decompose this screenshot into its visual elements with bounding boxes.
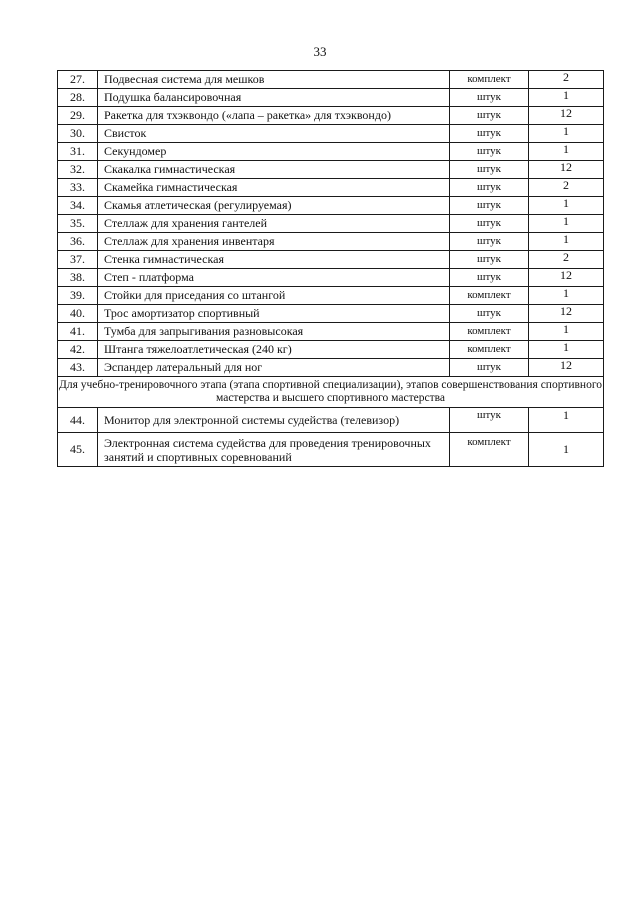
row-number: 42. <box>58 341 98 359</box>
quantity: 1 <box>529 89 604 107</box>
table-row <box>58 287 604 305</box>
table-row <box>58 323 604 341</box>
quantity: 12 <box>529 107 604 125</box>
equipment-name: Стенка гимнастическая <box>98 251 450 269</box>
quantity: 1 <box>529 143 604 161</box>
equipment-name: Стойки для приседания со штангой <box>98 287 450 305</box>
table-row <box>58 161 604 179</box>
equipment-name: Штанга тяжелоатлетическая (240 кг) <box>98 341 450 359</box>
row-number: 30. <box>58 125 98 143</box>
table-row <box>58 125 604 143</box>
unit-of-measure: штук <box>450 233 529 251</box>
quantity: 12 <box>529 359 604 377</box>
unit-of-measure: штук <box>450 143 529 161</box>
quantity: 1 <box>529 233 604 251</box>
unit-of-measure: штук <box>450 125 529 143</box>
quantity: 1 <box>529 215 604 233</box>
table-row <box>58 71 604 89</box>
quantity: 1 <box>529 125 604 143</box>
quantity: 2 <box>529 71 604 89</box>
unit-of-measure: штук <box>450 251 529 269</box>
section-title: Для учебно-тренировочного этапа (этапа спортивной специализации), этапов совершенствования спортивного мастерства и высшего спортивного мастерства <box>58 377 604 408</box>
quantity: 1 <box>529 323 604 341</box>
row-number: 36. <box>58 233 98 251</box>
quantity: 1 <box>529 197 604 215</box>
equipment-name: Скакалка гимнастическая <box>98 161 450 179</box>
equipment-name: Скамейка гимнастическая <box>98 179 450 197</box>
equipment-name: Трос амортизатор спортивный <box>98 305 450 323</box>
table-row <box>58 215 604 233</box>
quantity: 1 <box>529 287 604 305</box>
row-number: 33. <box>58 179 98 197</box>
equipment-name: Тумба для запрыгивания разновысокая <box>98 323 450 341</box>
unit-of-measure: штук <box>450 179 529 197</box>
equipment-name: Эспандер латеральный для ног <box>98 359 450 377</box>
equipment-table-body <box>58 71 604 467</box>
table-row <box>58 251 604 269</box>
table-row <box>58 433 604 467</box>
unit-of-measure: штук <box>450 215 529 233</box>
table-row <box>58 408 604 433</box>
unit-of-measure: штук <box>450 269 529 287</box>
table-row <box>58 197 604 215</box>
equipment-name: Монитор для электронной системы судейства (телевизор) <box>98 408 450 433</box>
equipment-name: Электронная система судейства для проведения тренировочных занятий и спортивных соревнований <box>98 433 450 467</box>
equipment-table <box>57 70 604 467</box>
equipment-name: Подушка балансировочная <box>98 89 450 107</box>
row-number: 32. <box>58 161 98 179</box>
table-row <box>58 359 604 377</box>
row-number: 28. <box>58 89 98 107</box>
unit-of-measure: штук <box>450 408 529 433</box>
unit-of-measure: штук <box>450 89 529 107</box>
table-row <box>58 107 604 125</box>
equipment-name: Степ - платформа <box>98 269 450 287</box>
row-number: 29. <box>58 107 98 125</box>
row-number: 34. <box>58 197 98 215</box>
table-row <box>58 233 604 251</box>
unit-of-measure: штук <box>450 197 529 215</box>
table-row <box>58 179 604 197</box>
table-row <box>58 269 604 287</box>
unit-of-measure: штук <box>450 107 529 125</box>
quantity: 1 <box>529 433 604 467</box>
equipment-name: Свисток <box>98 125 450 143</box>
row-number: 31. <box>58 143 98 161</box>
quantity: 1 <box>529 408 604 433</box>
table-row <box>58 143 604 161</box>
row-number: 38. <box>58 269 98 287</box>
row-number: 40. <box>58 305 98 323</box>
quantity: 2 <box>529 251 604 269</box>
equipment-name: Секундомер <box>98 143 450 161</box>
quantity: 2 <box>529 179 604 197</box>
equipment-name: Стеллаж для хранения инвентаря <box>98 233 450 251</box>
row-number: 43. <box>58 359 98 377</box>
row-number: 37. <box>58 251 98 269</box>
unit-of-measure: штук <box>450 305 529 323</box>
unit-of-measure: штук <box>450 161 529 179</box>
row-number: 27. <box>58 71 98 89</box>
quantity: 1 <box>529 341 604 359</box>
table-row <box>58 341 604 359</box>
quantity: 12 <box>529 161 604 179</box>
table-row <box>58 305 604 323</box>
unit-of-measure: комплект <box>450 287 529 305</box>
row-number: 35. <box>58 215 98 233</box>
equipment-name: Скамья атлетическая (регулируемая) <box>98 197 450 215</box>
equipment-name: Ракетка для тхэквондо («лапа – ракетка» для тхэквондо) <box>98 107 450 125</box>
row-number: 39. <box>58 287 98 305</box>
table-row <box>58 89 604 107</box>
unit-of-measure: комплект <box>450 71 529 89</box>
page-number: 33 <box>313 44 327 59</box>
row-number: 44. <box>58 408 98 433</box>
unit-of-measure: штук <box>450 359 529 377</box>
unit-of-measure: комплект <box>450 323 529 341</box>
row-number: 45. <box>58 433 98 467</box>
equipment-name: Подвесная система для мешков <box>98 71 450 89</box>
quantity: 12 <box>529 269 604 287</box>
section-header-row <box>58 377 604 408</box>
equipment-name: Стеллаж для хранения гантелей <box>98 215 450 233</box>
unit-of-measure: комплект <box>450 433 529 467</box>
row-number: 41. <box>58 323 98 341</box>
quantity: 12 <box>529 305 604 323</box>
unit-of-measure: комплект <box>450 341 529 359</box>
